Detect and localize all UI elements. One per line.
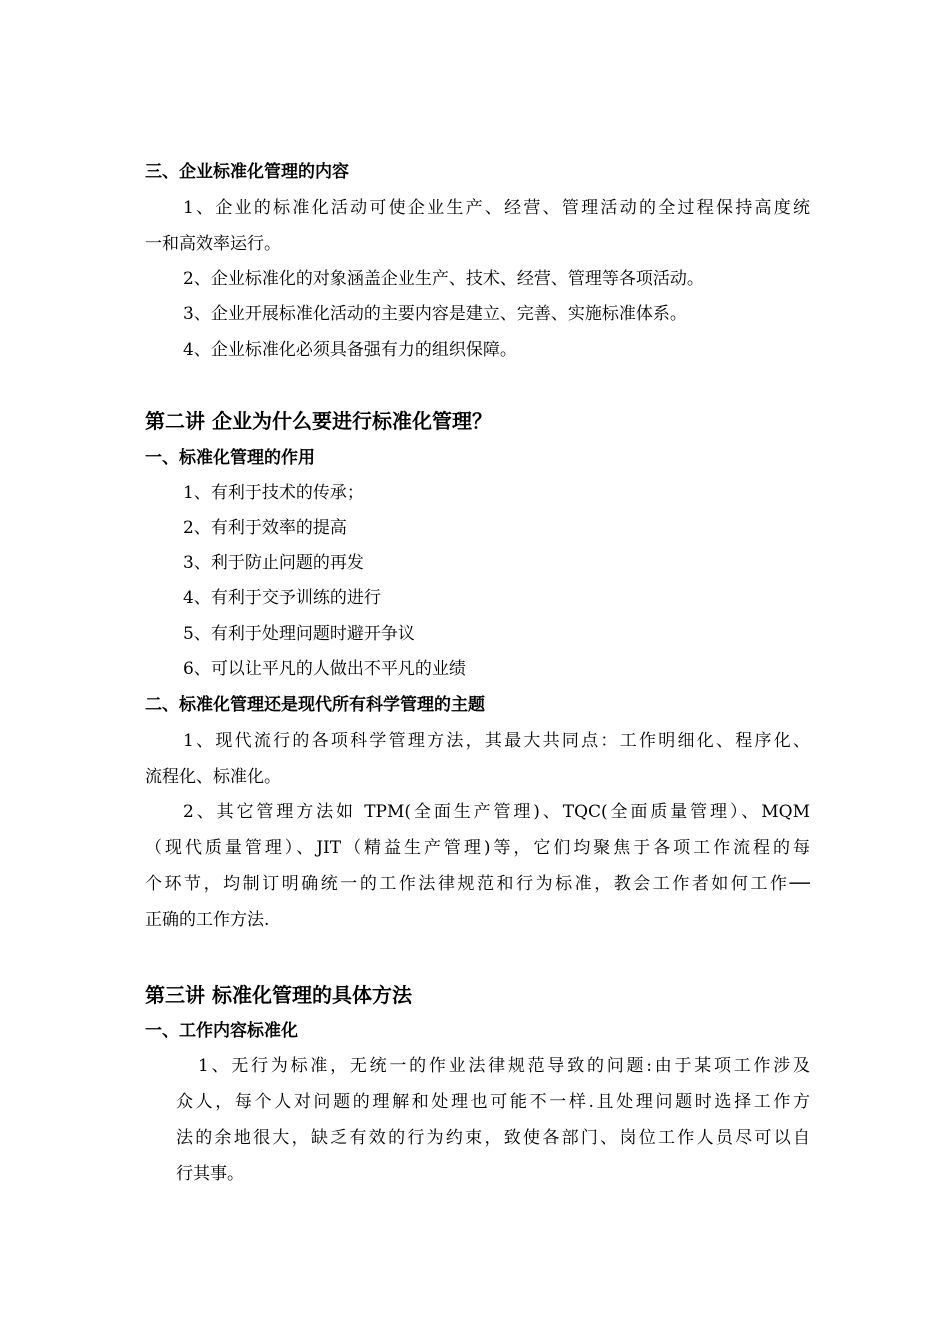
lecture2-sub1-item-1: 1、有利于技术的传承； — [183, 483, 364, 503]
lecture2-sub1-item-3: 3、利于防止问题的再发 — [183, 553, 364, 573]
lecture3-title: 第三讲 标准化管理的具体方法 — [145, 983, 412, 1007]
lecture2-sub2-heading: 二、标准化管理还是现代所有科学管理的主题 — [145, 695, 485, 715]
lecture2-sub2-para1-line2: 流程化、标准化。 — [145, 767, 281, 787]
lecture3-sub1-para-line2: 众人，每个人对问题的理解和处理也可能不一样.且处理问题时选择工作方 — [176, 1092, 810, 1112]
lecture3-sub1-para-line1: 1、无行为标准，无统一的作业法律规范导致的问题:由于某项工作涉及 — [198, 1056, 810, 1076]
lecture2-sub1-item-4: 4、有利于交予训练的进行 — [183, 588, 381, 608]
lecture2-sub2-para2-line1: 2、其它管理方法如 TPM(全面生产管理)、TQC(全面质量管理）、MQM — [183, 802, 810, 822]
lecture2-sub2-para2-line4: 正确的工作方法. — [145, 910, 270, 930]
lecture3-sub1-heading: 一、工作内容标准化 — [145, 1021, 298, 1041]
lecture2-sub1-heading: 一、标准化管理的作用 — [145, 448, 315, 468]
lecture2-sub2-para2-line2: （现代质量管理）、JIT（精益生产管理)等，它们均聚焦于各项工作流程的每 — [145, 838, 810, 858]
section3-heading: 三、企业标准化管理的内容 — [145, 162, 349, 182]
section3-item-1-line1: 1、企业的标准化活动可使企业生产、经营、管理活动的全过程保持高度统 — [183, 198, 810, 218]
lecture3-sub1-para-line3: 法的余地很大，缺乏有效的行为约束，致使各部门、岗位工作人员尽可以自 — [176, 1128, 810, 1148]
lecture2-sub2-para2-line3: 个环节，均制订明确统一的工作法律规范和行为标准，教会工作者如何工作── — [145, 874, 810, 894]
section3-item-3: 3、企业开展标准化活动的主要内容是建立、完善、实施标准体系。 — [183, 304, 687, 324]
lecture2-sub1-item-2: 2、有利于效率的提高 — [183, 518, 347, 538]
lecture2-title: 第二讲 企业为什么要进行标准化管理？ — [145, 409, 492, 433]
section3-item-1-line2: 一和高效率运行。 — [145, 234, 281, 254]
section3-item-4: 4、企业标准化必须具备强有力的组织保障。 — [183, 340, 517, 360]
lecture2-sub2-para1-line1: 1、现代流行的各项科学管理方法，其最大共同点：工作明细化、程序化、 — [183, 731, 810, 751]
lecture3-sub1-para-line4: 行其事。 — [176, 1164, 244, 1184]
lecture2-sub1-item-5: 5、有利于处理问题时避开争议 — [183, 624, 415, 644]
lecture2-sub1-item-6: 6、可以让平凡的人做出不平凡的业绩 — [183, 659, 466, 679]
section3-item-2: 2、企业标准化的对象涵盖企业生产、技术、经营、管理等各项活动。 — [183, 269, 704, 289]
